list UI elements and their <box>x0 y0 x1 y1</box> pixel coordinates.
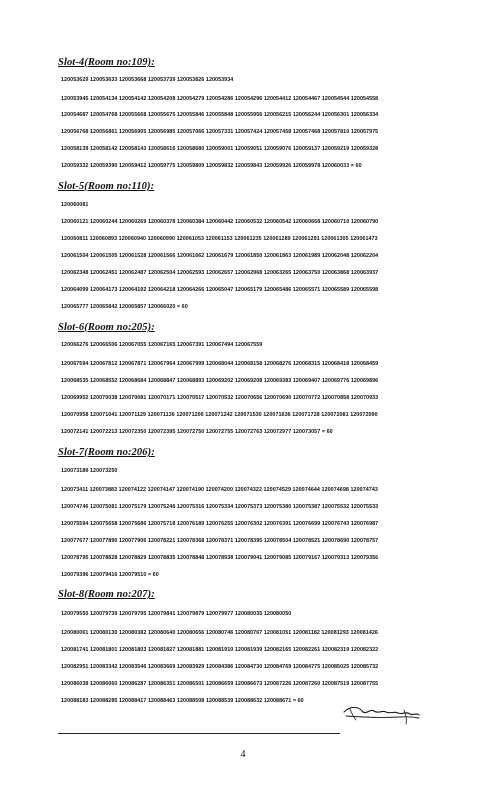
roll-number-line: 120086038 120086060 120086287 120086351 120086501 120086659 120086673 120087226 120087260 120087519 120087755 <box>61 681 379 687</box>
roll-number-line: 120062348 120062451 120062487 120062504 120062593 120062657 120062968 120063265 120063750 120063868 120063937 <box>61 270 379 276</box>
footer-rule <box>58 733 340 734</box>
roll-number-line: 120059332 120059390 120059412 120059775 120059809 120059832 120059843 120059926 120059978 120060033 = 60 <box>61 163 362 169</box>
roll-number-line: 120075594 120075658 120075686 120075718 120076189 120076255 120076302 120076391 120076699 120076743 120076987 <box>61 521 379 527</box>
roll-number-line: 120060121 120060244 120060269 120060378 120060384 120060442 120060532 120060542 120060668 120060710 120060790 <box>61 219 379 225</box>
roll-number-line: 120079396 120079416 120079510 = 60 <box>61 572 159 578</box>
roll-number-line: 120079550 120079739 120079795 120079841 120079879 120079977 120080035 120080050 <box>61 611 292 617</box>
roll-number-line: 120072141 120072213 120072350 120072395 120072750 120072755 120072763 120072977 120073057 = 60 <box>61 429 333 435</box>
roll-number-line: 120058139 120058142 120058143 120058616 120058680 120059001 120059051 120059076 120059137 120059219 120059328 <box>61 146 379 152</box>
slot-heading: Slot-7(Room no:206): <box>58 447 155 458</box>
roll-number-line: 120074746 120075081 120075179 120075246 120075316 120075334 120075373 120075380 120075387 120075532 120075533 <box>61 504 379 510</box>
roll-number-line: 120088183 120088285 120088417 120088463 120088508 120088539 120088632 120088671 = 60 <box>61 698 304 704</box>
roll-number-line: 120073411 120073883 120074122 120074147 120074190 120074200 120074322 120074529 120074644 120074698 120074743 <box>61 487 378 493</box>
roll-number-line: 120081741 120081801 120081803 120081827 120081881 120081910 120081939 120082165 120082261 120082319 120082322 <box>61 647 379 653</box>
roll-number-line: 120053945 120054134 120054142 120054208 120054279 120054286 120054296 120054412 120054467 120054544 120054558 <box>61 96 379 102</box>
page-number: 4 <box>240 749 246 760</box>
signature <box>340 702 422 728</box>
roll-number-line: 120077677 120077890 120077906 120078221 120078368 120078371 120078395 120078504 120078521 120078690 120078757 <box>61 538 379 544</box>
roll-number-line: 120078795 120078828 120078829 120078835 120078848 120078938 120079041 120079085 120079167 120079313 120079356 <box>61 555 379 561</box>
slot-heading: Slot-4(Room no:109): <box>58 57 155 68</box>
slot-heading: Slot-6(Room no:205): <box>58 322 155 333</box>
roll-number-line: 120060811 120060893 120060940 120060990 120061053 120061153 120061235 120061289 120061291 120061305 120061473 <box>61 236 378 242</box>
roll-number-line: 120067594 120067812 120067871 120067964 120067999 120068044 120068158 120068276 120068315 120068418 120068459 <box>61 361 379 367</box>
roll-number-line: 120064099 120064173 120064192 120064218 120064266 120065047 120065179 120065486 120065571 120065589 120065598 <box>61 287 379 293</box>
roll-number-line: 120080061 120080130 120080382 120080640 120080656 120080746 120080767 120081051 120081182 120081293 120081426 <box>61 630 378 636</box>
roll-number-line: 120082951 120083342 120083546 120083669 120083929 120084386 120084730 120084769 120084775 120085025 120085732 <box>61 664 379 670</box>
roll-number-line: 120066276 120066506 120067055 120067165 120067391 120067494 120067559 <box>61 342 263 348</box>
roll-number-line: 120065777 120065842 120065857 120066020 = 60 <box>61 304 188 310</box>
roll-number-line: 120056768 120056861 120056905 120056985 120057066 120057331 120057424 120057458 120057468 120057810 120057975 <box>61 129 379 135</box>
roll-number-line: 120069952 120070038 120070081 120070171 120070517 120070532 120070656 120070690 120070772 120070858 120070933 <box>61 395 379 401</box>
slot-heading: Slot-5(Room no:110): <box>58 181 155 192</box>
roll-number-line: 120061504 120061505 120061528 120061566 120061662 120061679 120061850 120061863 120061989 120062048 120062204 <box>61 253 379 259</box>
slot-heading: Slot-8(Room no:207): <box>58 589 155 600</box>
roll-number-line: 120060081 <box>61 202 89 208</box>
roll-number-line: 120053629 120053633 120053668 120053739 120053826 120053934 <box>61 77 234 83</box>
roll-number-line: 120054687 120054768 120055668 120055675 120055846 120055848 120055956 120056215 120056244 120056301 120056334 <box>61 112 379 118</box>
roll-number-line: 120073189 120073250 <box>61 468 118 474</box>
roll-number-line: 120070958 120071041 120071129 120071136 120071206 120071242 120071530 120071636 120071728 120072081 120072090 <box>61 412 378 418</box>
roll-number-line: 120068535 120068552 120068684 120068847 120068893 120069202 120069208 120069383 120069407 120069776 120069896 <box>61 378 379 384</box>
